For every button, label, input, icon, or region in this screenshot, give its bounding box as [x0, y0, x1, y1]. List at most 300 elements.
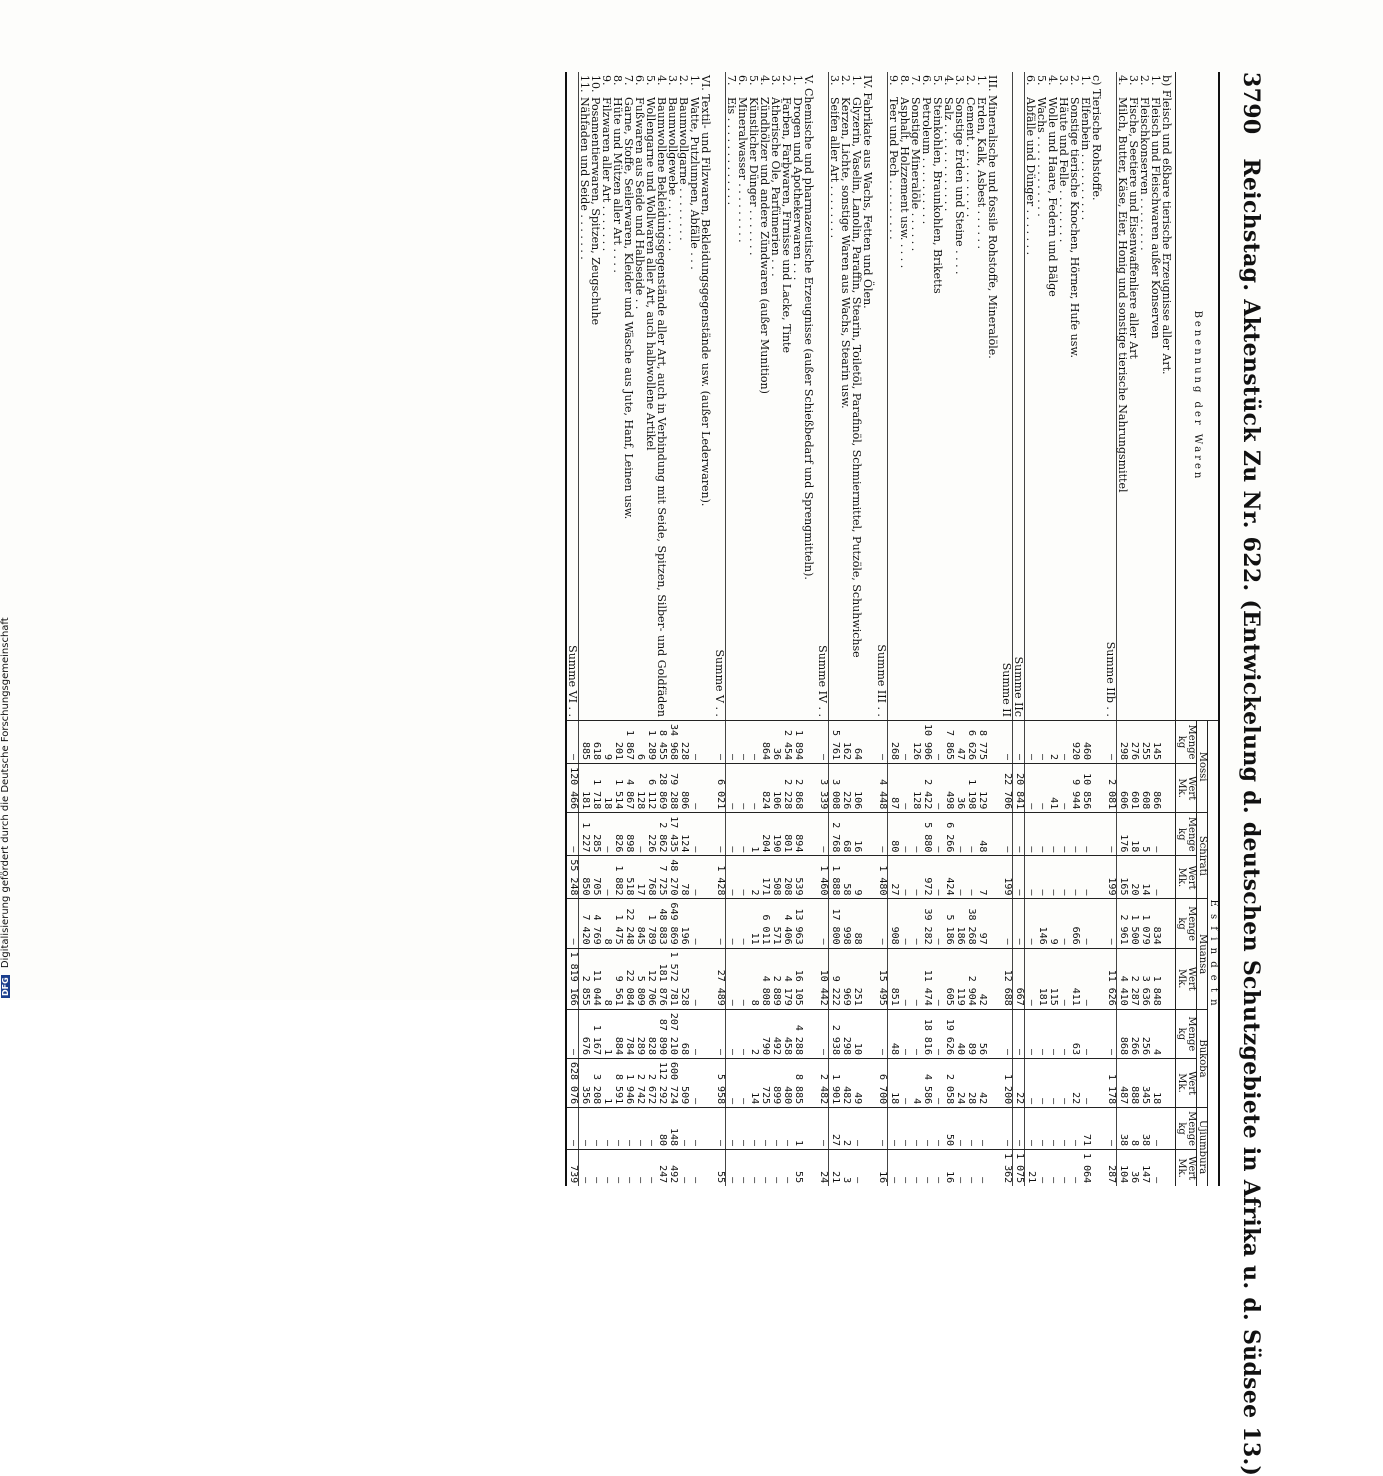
- wert-cell: 55: [714, 1150, 726, 1187]
- menge-cell: 998: [840, 899, 851, 948]
- wert-cell: 251: [851, 948, 862, 1009]
- menge-cell: —: [899, 1108, 910, 1150]
- menge-cell: 36: [770, 720, 781, 763]
- table-row: [634, 72, 645, 1186]
- menge-cell: —: [899, 720, 910, 763]
- wert-cell: 3 636: [1139, 948, 1150, 1009]
- menge-cell: 5 880: [921, 813, 932, 856]
- empty-cell: [987, 720, 1001, 763]
- menge-cell: —: [748, 1108, 759, 1150]
- menge-cell: —: [932, 1009, 943, 1058]
- wert-cell: 600 724: [667, 1058, 678, 1107]
- wert-cell: —: [932, 1150, 943, 1187]
- item-name: [737, 72, 748, 720]
- wert-cell: —: [748, 1150, 759, 1187]
- wert-label: Wert: [1186, 776, 1197, 801]
- section-title: b) Fleisch und eßbare tierische Erzeugnisse aller Art.: [1160, 75, 1173, 375]
- wert-cell: 120 466: [566, 764, 579, 813]
- wert-cell: —: [1025, 948, 1037, 1009]
- wert-cell: 12 688: [1001, 948, 1013, 1009]
- table-row: [623, 72, 634, 1186]
- item-name: [851, 72, 862, 720]
- menge-cell: 71: [1080, 1108, 1091, 1150]
- wert-cell: 18: [888, 1058, 900, 1107]
- wert-unit: Mk.: [1176, 778, 1187, 798]
- wert-cell: 78: [678, 856, 689, 899]
- item-text: Baumwollgewebe . . . . . . . .: [666, 97, 679, 252]
- item-text: Watte, Putzlumpen, Abfälle . . .: [688, 97, 701, 270]
- table-row: [1047, 72, 1058, 1186]
- menge-cell: —: [899, 813, 910, 856]
- empty-cell: [987, 856, 1001, 899]
- menge-cell: 885: [579, 720, 591, 763]
- wert-cell: —: [678, 1150, 689, 1187]
- item-number: 1.: [791, 75, 804, 86]
- empty-cell: [1091, 1058, 1105, 1107]
- wert-cell: 768: [645, 856, 656, 899]
- wert-cell: 165: [1117, 856, 1129, 899]
- menge-cell: —: [689, 1108, 700, 1150]
- menge-cell: —: [910, 1009, 921, 1058]
- menge-cell: —: [714, 899, 726, 948]
- empty-cell: [987, 1058, 1001, 1107]
- wert-cell: 9 561: [612, 948, 623, 1009]
- wert-cell: 4 867: [623, 764, 634, 813]
- wert-unit-header: [1176, 764, 1197, 813]
- menge-cell: —: [817, 1108, 829, 1150]
- wert-cell: —: [579, 1150, 591, 1187]
- menge-cell: —: [932, 1108, 943, 1150]
- table-row: [737, 72, 748, 1186]
- item-text: Drogen und Apothekerwaren . . .: [791, 97, 804, 281]
- empty-cell: [987, 1009, 1001, 1058]
- menge-cell: —: [1058, 1108, 1069, 1150]
- wert-cell: 48 270: [667, 856, 678, 899]
- empty-cell: [1161, 764, 1176, 813]
- menge-cell: —: [601, 1108, 612, 1150]
- empty-cell: [1091, 1150, 1105, 1187]
- wert-label: Wert: [1186, 1156, 1197, 1181]
- menge-cell: 834: [1150, 899, 1161, 948]
- menge-cell: 6 011: [759, 899, 770, 948]
- menge-cell: 22 248: [623, 899, 634, 948]
- menge-cell: 801: [781, 813, 792, 856]
- menge-cell: 5: [1139, 813, 1150, 856]
- menge-cell: —: [954, 1108, 965, 1150]
- wert-cell: —: [954, 1150, 965, 1187]
- table-row: [1117, 72, 1129, 1186]
- place-header: Schirati: [1197, 813, 1208, 899]
- menge-cell: —: [1025, 1009, 1037, 1058]
- wert-cell: 129: [976, 764, 987, 813]
- item-text: Summe IIb . .: [1104, 641, 1117, 717]
- menge-cell: 146: [1036, 899, 1047, 948]
- menge-unit: kg: [1176, 828, 1187, 841]
- wert-cell: 866: [1150, 764, 1161, 813]
- menge-cell: —: [1001, 1108, 1013, 1150]
- empty-cell: [1091, 948, 1105, 1009]
- table-row: [1139, 72, 1150, 1186]
- table-row: [770, 72, 781, 1186]
- menge-cell: 4: [1150, 1009, 1161, 1058]
- wert-cell: —: [1036, 764, 1047, 813]
- wert-cell: 1 848: [1150, 948, 1161, 1009]
- empty-cell: [700, 1108, 714, 1150]
- item-number: 11.: [578, 75, 591, 93]
- item-text: Seifen aller Art . . . . . . . .: [828, 97, 841, 239]
- menge-cell: 8: [601, 899, 612, 948]
- wert-cell: 27 489: [714, 948, 726, 1009]
- wert-cell: 16: [876, 1150, 888, 1187]
- menge-cell: —: [1036, 813, 1047, 856]
- menge-cell: —: [748, 720, 759, 763]
- empty-cell: [1161, 899, 1176, 948]
- wert-cell: —: [1036, 1058, 1047, 1107]
- empty-cell: [862, 856, 876, 899]
- wert-cell: 104: [1117, 1150, 1129, 1187]
- menge-cell: 17 435: [667, 813, 678, 856]
- table-body: [566, 72, 1176, 1186]
- wert-cell: —: [965, 856, 976, 899]
- wert-cell: 356: [579, 1058, 591, 1107]
- wert-cell: 208: [781, 856, 792, 899]
- item-text: Sonstige tierische Knochen, Hörner, Hufe usw.: [1068, 97, 1081, 358]
- menge-unit-header: [1176, 1009, 1197, 1058]
- wert-cell: —: [781, 1150, 792, 1187]
- wert-unit: Mk.: [1176, 1158, 1187, 1178]
- wert-cell: 725: [759, 1058, 770, 1107]
- item-text: Sonstige Mineralöle . . . . . .: [909, 97, 922, 252]
- wert-cell: 106: [851, 764, 862, 813]
- wert-cell: —: [910, 1150, 921, 1187]
- wert-cell: —: [634, 1150, 645, 1187]
- empty-cell: [987, 813, 1001, 856]
- menge-cell: —: [1058, 899, 1069, 948]
- wert-cell: 6 112: [645, 764, 656, 813]
- wert-cell: 509: [678, 1058, 689, 1107]
- empty-cell: [1161, 720, 1176, 763]
- wert-cell: 11 626: [1105, 948, 1117, 1009]
- menge-cell: —: [737, 1108, 748, 1150]
- empty-cell: [700, 948, 714, 1009]
- empty-cell: [803, 720, 817, 763]
- wert-cell: 199: [1001, 856, 1013, 899]
- menge-cell: —: [1025, 720, 1037, 763]
- wert-cell: 2 868: [792, 764, 803, 813]
- wert-cell: 128: [910, 764, 921, 813]
- menge-cell: —: [817, 813, 829, 856]
- menge-cell: 8: [1128, 1108, 1139, 1150]
- wert-cell: 1 200: [1001, 1058, 1013, 1107]
- wert-cell: 17: [634, 856, 645, 899]
- menge-cell: 48: [976, 813, 987, 856]
- menge-cell: —: [623, 1108, 634, 1150]
- wert-cell: 1 888: [829, 856, 841, 899]
- wert-cell: —: [726, 1150, 738, 1187]
- menge-cell: 2 768: [829, 813, 841, 856]
- wert-cell: 9 944: [1069, 764, 1080, 813]
- wert-cell: 487: [1117, 1058, 1129, 1107]
- menge-cell: 186: [954, 899, 965, 948]
- menge-cell: —: [876, 899, 888, 948]
- item-text: Steinkohlen, Braunkohlen, Briketts: [931, 97, 944, 294]
- empty-cell: [987, 899, 1001, 948]
- item-text: Summe VI . .: [566, 645, 579, 717]
- wert-unit-header: [1176, 1150, 1197, 1187]
- item-number: 7.: [725, 75, 738, 86]
- empty-cell: [700, 1009, 714, 1058]
- wert-cell: —: [726, 1058, 738, 1107]
- empty-cell: [862, 948, 876, 1009]
- wert-cell: —: [726, 856, 738, 899]
- wert-cell: 36: [1128, 1150, 1139, 1187]
- menge-cell: 27: [829, 1108, 841, 1150]
- menge-cell: 826: [612, 813, 623, 856]
- table-row: [759, 72, 770, 1186]
- item-number: 4.: [655, 75, 668, 86]
- column-group-header: E s f i n d e t n: [1208, 720, 1220, 1186]
- wert-cell: —: [623, 1150, 634, 1187]
- wert-cell: 18: [601, 764, 612, 813]
- item-name: [888, 72, 900, 720]
- item-number: 1.: [688, 75, 701, 86]
- sum-row: [1105, 72, 1117, 1186]
- wert-cell: 8: [601, 948, 612, 1009]
- wert-cell: 888: [1128, 1058, 1139, 1107]
- empty-cell: [862, 720, 876, 763]
- menge-cell: —: [601, 813, 612, 856]
- item-text: Summe II: [1000, 662, 1013, 717]
- wert-cell: —: [1047, 1150, 1058, 1187]
- wert-unit-header: [1176, 1058, 1197, 1107]
- item-name: [1047, 72, 1058, 720]
- wert-cell: 14: [748, 1058, 759, 1107]
- item-name: [748, 72, 759, 720]
- menge-cell: 190: [770, 813, 781, 856]
- item-text: Ätherische Öle, Parfümerien . . .: [769, 97, 782, 277]
- item-name: [1128, 72, 1139, 720]
- dfg-logo: DFG: [1, 977, 10, 996]
- section-title: c) Tierische Rohstoffe.: [1090, 75, 1103, 201]
- menge-cell: —: [689, 720, 700, 763]
- menge-cell: 2 938: [829, 1009, 841, 1058]
- item-name: [965, 72, 976, 720]
- item-number: 2.: [1138, 75, 1151, 86]
- item-number: 8.: [898, 75, 911, 86]
- wert-cell: 480: [781, 1058, 792, 1107]
- item-text: Asphalt, Holzzement usw. . . . .: [898, 97, 911, 269]
- menge-unit: kg: [1176, 917, 1187, 930]
- item-name: [943, 72, 954, 720]
- menge-cell: —: [1058, 1009, 1069, 1058]
- item-name: [1080, 72, 1091, 720]
- wert-cell: 119: [954, 948, 965, 1009]
- wert-cell: 1 428: [714, 856, 726, 899]
- menge-cell: —: [1025, 1108, 1037, 1150]
- table-row: [899, 72, 910, 1186]
- menge-cell: 5 186: [943, 899, 954, 948]
- menge-cell: 1 167: [590, 1009, 601, 1058]
- menge-cell: 2: [1047, 720, 1058, 763]
- wert-cell: 1 178: [1105, 1058, 1117, 1107]
- wert-cell: 16: [943, 1150, 954, 1187]
- wert-cell: 20: [1128, 856, 1139, 899]
- wert-cell: —: [965, 1150, 976, 1187]
- wert-cell: 15 495: [876, 948, 888, 1009]
- menge-cell: —: [737, 813, 748, 856]
- menge-cell: 50: [943, 1108, 954, 1150]
- wert-cell: 2: [748, 856, 759, 899]
- wert-cell: —: [910, 856, 921, 899]
- menge-cell: 48 883: [656, 899, 667, 948]
- menge-cell: 268: [888, 720, 900, 763]
- wert-cell: 2 228: [781, 764, 792, 813]
- wert-cell: 4 179: [781, 948, 792, 1009]
- wert-cell: 1 362: [1001, 1150, 1013, 1187]
- item-name: [932, 72, 943, 720]
- sum-label: [1105, 72, 1117, 720]
- wert-cell: 518: [623, 856, 634, 899]
- menge-cell: 289: [634, 1009, 645, 1058]
- table-row: [601, 72, 612, 1186]
- menge-cell: 17 800: [829, 899, 841, 948]
- table-row: [689, 72, 700, 1186]
- wert-label: Wert: [1186, 865, 1197, 890]
- menge-cell: —: [910, 813, 921, 856]
- menge-cell: —: [817, 1009, 829, 1058]
- empty-cell: [1161, 1150, 1176, 1187]
- menge-cell: —: [1069, 1108, 1080, 1150]
- wert-label: Wert: [1186, 966, 1197, 991]
- empty-cell: [987, 1108, 1001, 1150]
- menge-cell: 676: [579, 1009, 591, 1058]
- wert-cell: 972: [921, 856, 932, 899]
- wert-cell: —: [851, 1150, 862, 1187]
- menge-cell: —: [737, 899, 748, 948]
- wert-cell: 22: [1069, 1058, 1080, 1107]
- item-text: Baumwollene Bekleidungsgegenstände aller Art, auch in Verbindung mit Seide, Spitzen, Silber- und Goldfäden: [655, 97, 668, 717]
- wert-cell: 36: [954, 764, 965, 813]
- item-text: Summe III . .: [875, 644, 888, 717]
- wert-cell: 2 081: [1105, 764, 1117, 813]
- section-title: III. Mineralische und fossile Rohstoffe, Mineralöle.: [986, 75, 999, 359]
- menge-cell: 124: [678, 813, 689, 856]
- sum-label: [1013, 72, 1025, 720]
- wert-cell: 199: [1105, 856, 1117, 899]
- menge-cell: 228: [678, 720, 689, 763]
- menge-cell: 11: [748, 899, 759, 948]
- menge-cell: —: [566, 1009, 579, 1058]
- menge-cell: —: [932, 720, 943, 763]
- empty-cell: [700, 1058, 714, 1107]
- item-number: 5.: [644, 75, 657, 86]
- menge-cell: —: [1013, 1108, 1025, 1150]
- menge-cell: —: [781, 1108, 792, 1150]
- table-row: [910, 72, 921, 1186]
- menge-unit: kg: [1176, 1122, 1187, 1135]
- page-header: [1226, 72, 1264, 1476]
- menge-cell: 828: [645, 1009, 656, 1058]
- menge-cell: 162: [840, 720, 851, 763]
- wert-cell: —: [1036, 1150, 1047, 1187]
- item-name: [781, 72, 792, 720]
- item-text: Wachs . . . . . . . . . . . .: [1035, 97, 1048, 217]
- wert-cell: 24: [954, 1058, 965, 1107]
- menge-label: Menge: [1186, 1111, 1197, 1147]
- menge-cell: 920: [1069, 720, 1080, 763]
- item-number: 6.: [633, 75, 646, 86]
- item-text: Summe V . .: [713, 649, 726, 717]
- wert-cell: 3 008: [829, 764, 841, 813]
- menge-cell: 649 869: [667, 899, 678, 948]
- menge-cell: 1: [748, 813, 759, 856]
- menge-unit-header: [1176, 720, 1197, 763]
- item-number: 3.: [953, 75, 966, 86]
- wert-cell: 2 058: [943, 1058, 954, 1107]
- item-number: 3.: [1057, 75, 1070, 86]
- menge-cell: 1 867: [623, 720, 634, 763]
- wert-cell: —: [726, 948, 738, 1009]
- item-text: Abfälle und Dünger . . . . . . .: [1024, 97, 1037, 256]
- table-row: [678, 72, 689, 1186]
- empty-cell: [803, 813, 817, 856]
- digitization-credit: [0, 0, 12, 1000]
- wert-label: Wert: [1186, 1070, 1197, 1096]
- menge-cell: 1: [792, 1108, 803, 1150]
- item-name: [1036, 72, 1047, 720]
- wert-cell: 8 885: [792, 1058, 803, 1107]
- empty-cell: [1091, 1108, 1105, 1150]
- item-name: [1139, 72, 1150, 720]
- wert-cell: 969: [840, 948, 851, 1009]
- menge-cell: —: [1013, 720, 1025, 763]
- menge-cell: 1 894: [792, 720, 803, 763]
- item-text: Glyzerin, Vaselin, Lanolin, Paraffin, Stearin, Toiletöl, Parafinöl, Schmiermittel, Putzöle, Schuhwichse: [850, 97, 863, 658]
- wert-cell: —: [1058, 856, 1069, 899]
- menge-cell: 2 862: [656, 813, 667, 856]
- wert-cell: 3 339: [817, 764, 829, 813]
- empty-cell: [700, 764, 714, 813]
- item-name: [1058, 72, 1069, 720]
- empty-cell: [1161, 1108, 1176, 1150]
- wert-cell: 11 474: [921, 948, 932, 1009]
- empty-cell: [1161, 813, 1176, 856]
- wert-cell: 2 742: [634, 1058, 645, 1107]
- wert-cell: —: [932, 764, 943, 813]
- item-name: [770, 72, 781, 720]
- wert-cell: —: [1058, 1058, 1069, 1107]
- empty-cell: [862, 1108, 876, 1150]
- menge-cell: 4 769: [590, 899, 601, 948]
- wert-cell: 1 901: [829, 1058, 841, 1107]
- item-number: 5.: [747, 75, 760, 86]
- wert-cell: 850: [579, 856, 591, 899]
- item-number: 4.: [942, 75, 955, 86]
- item-number: 3.: [666, 75, 679, 86]
- menge-cell: 298: [840, 1009, 851, 1058]
- wert-cell: 1 460: [817, 856, 829, 899]
- menge-cell: —: [1080, 1009, 1091, 1058]
- menge-cell: 2: [748, 1009, 759, 1058]
- item-number: 6.: [1024, 75, 1037, 86]
- page-number: 3790: [1238, 72, 1264, 135]
- menge-cell: —: [851, 1108, 862, 1150]
- wert-cell: 12 706: [645, 948, 656, 1009]
- place-header: Muansa: [1197, 899, 1208, 1009]
- table-row: [932, 72, 943, 1186]
- menge-cell: —: [714, 1108, 726, 1150]
- menge-cell: 845: [634, 899, 645, 948]
